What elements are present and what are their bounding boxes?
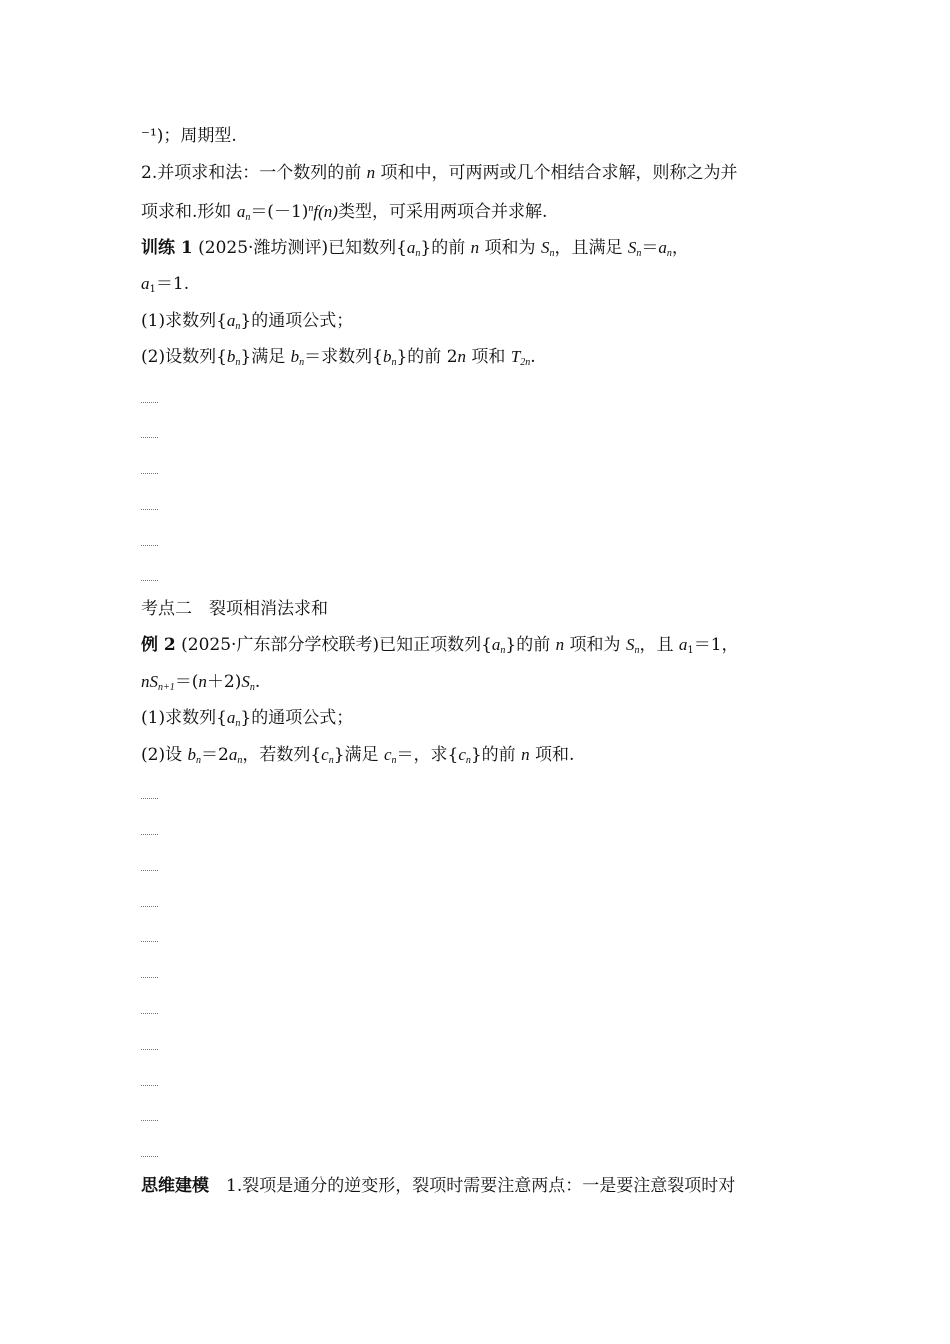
answer-blank[interactable] (141, 437, 158, 438)
answer-blank[interactable] (141, 870, 158, 871)
answer-blank[interactable] (141, 906, 158, 907)
text-line-3: 项求和.形如 $a_n=(-1)^nf(n)$类型，可采用两项合并求解. (141, 202, 548, 223)
answer-blank[interactable] (141, 402, 158, 403)
example-2-question-1: (1)求数列$\{a_n\}$的通项公式； (141, 708, 354, 729)
answer-blank[interactable] (141, 1013, 158, 1014)
answer-blank[interactable] (141, 941, 158, 942)
answer-blank[interactable] (141, 834, 158, 835)
training-1-heading: 训练 1 (2025·潍坊测评)已知数列$\{a_n\}$的前 n 项和为 $S_n$，且满足 $S_n=a_n$， (141, 238, 689, 259)
training-1-condition: $a_1=1$. (141, 274, 190, 295)
answer-blank[interactable] (141, 1156, 158, 1157)
example-2-question-2: (2)设 $b_n=2a_n$，若数列$\{c_n\}$满足 $c_n=$，求$\{c_n\}$的前 n 项和. (141, 745, 575, 766)
text-line-1: ⁻¹)；周期型. (141, 126, 237, 146)
answer-blank[interactable] (141, 1085, 158, 1086)
training-1-question-1: (1)求数列$\{a_n\}$的通项公式； (141, 311, 354, 332)
thinking-model-line: 思维建模 1.裂项是通分的逆变形，裂项时需要注意两点：一是要注意裂项时对 (141, 1176, 736, 1196)
answer-blank[interactable] (141, 1120, 158, 1121)
answer-blank[interactable] (141, 580, 158, 581)
text-line-2: 2.并项求和法：一个数列的前 n 项和中，可两两或几个相结合求解，则称之为并 (141, 163, 738, 183)
answer-blank[interactable] (141, 798, 158, 799)
section-heading-2: 考点二 裂项相消法求和 (141, 599, 328, 619)
example-2-heading: 例 2 (2025·广东部分学校联考)已知正项数列$\{a_n\}$的前 n 项和为 $S_n$，且 $a_1=1$， (141, 635, 739, 656)
training-1-question-2: (2)设数列$\{b_n\}$满足 $b_n=$求数列$\{b_n\}$的前 2n 项和 $T_{2n}$. (141, 347, 536, 368)
example-2-condition: $nS_{n+1}=(n+2)S_n$. (141, 672, 261, 693)
answer-blank[interactable] (141, 1049, 158, 1050)
answer-blank[interactable] (141, 545, 158, 546)
answer-blank[interactable] (141, 473, 158, 474)
answer-blank[interactable] (141, 977, 158, 978)
answer-blank[interactable] (141, 509, 158, 510)
